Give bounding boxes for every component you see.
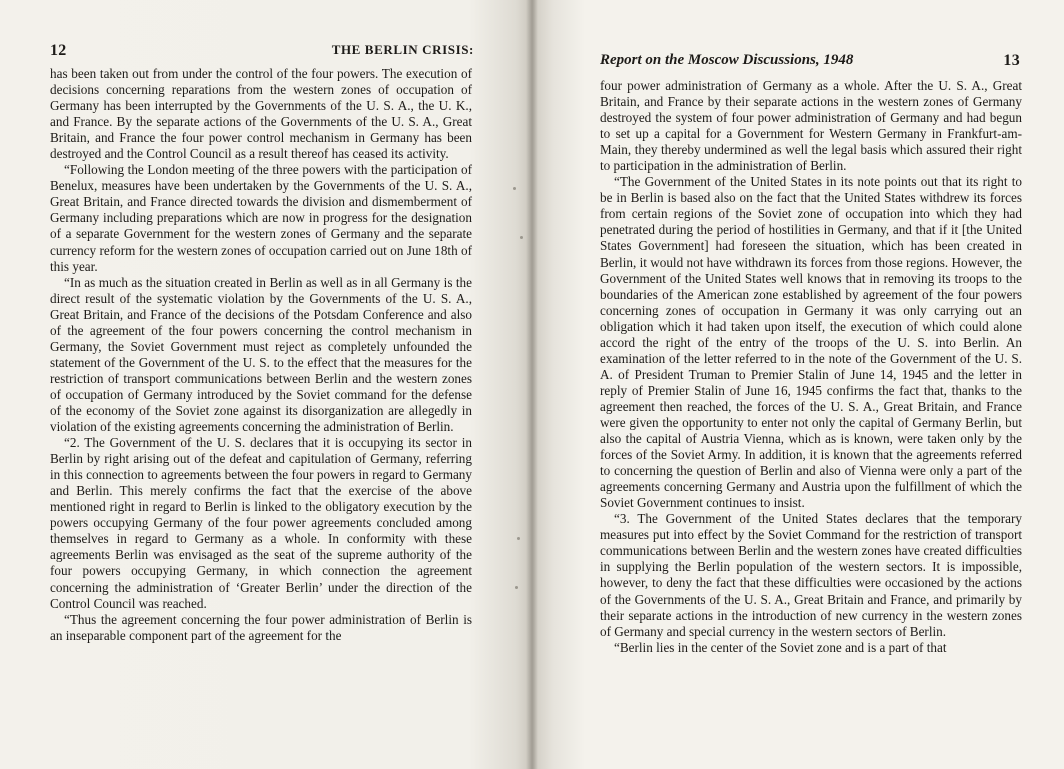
left-paragraph-5: “Thus the agreement concerning the four power administration of Berlin is an inseparable component part of the agreement for the [50, 611, 472, 643]
left-paragraph-1: has been taken out from under the control of the four powers. The execution of decisions concerning reparations from the western zones of occupation of Germany has been interrupted by the Governments of the U. S. A., the U. K., and France. By the separate actions of the Governments of the U. S. A., Great Britain, and France the four power control mechanism in Germany has been destroyed and the Control Council as a result thereof has ceased its activity. [50, 66, 472, 162]
right-paragraph-2: “The Government of the United States in its note points out that its right to be in Berlin is based also on the fact that the United States withdrew its forces from certain regions of the Soviet zone of occupation into which they had penetrated during the period of hostilities in Germany, and that if it [the United States Government] had foreseen the situation, which has been created in Berlin, it would not have withdrawn its forces from those regions. However, the Government of the United States well knows that in removing its troops to the boundaries of the American zone established by agreement of the four powers concerning zones of occupation in Germany it was only carrying out an obligation which it had taken upon itself, the execution of which could alone accord the right of the entry of the troops of the U. S. into Berlin. An examination of the letter referred to in the note of the Government of the U. S. A. of President Truman to Premier Stalin of June 14, 1945 and the letter in reply of Premier Stalin of June 16, 1945 confirms the fact that, thanks to the agreement then reached, the forces of the U. S. A., Great Britain, and France were given the opportunity to enter not only the capital of Germany Berlin, but also the capital of Austria Vienna, which as is known, were taken only by the forces of the Soviet Army. In addition, it is known that the agreements referred to concerning the question of Berlin and also of Vienna were only a part of the agreements concerning Germany and Austria upon the fulfillment of which the Soviet Government continues to insist. [600, 174, 1022, 511]
right-page [532, 0, 1064, 769]
paper-speck [513, 187, 516, 190]
book-gutter [526, 0, 538, 769]
left-paragraph-3: “In as much as the situation created in Berlin as well as in all Germany is the direct result of the systematic violation by the Governments of the U. S. A., Great Britain, and France of the decisions of the Potsdam Conference and also of the agreement of the four powers concerning the control mechanism in Germany, the Soviet Government must reject as completely unfounded the statement of the Government of the U. S. to the effect that the measures for the restriction of transport communications between Berlin and the western zones of occupation of Germany introduced by the Soviet command for the defense of the economy of the Soviet zone against its disorganization are allegedly in violation of the existing agreements concerning the administration of Berlin. [50, 274, 472, 435]
right-page-body [600, 78, 1022, 656]
right-paragraph-1: four power administration of Germany as a whole. After the U. S. A., Great Britain, and France by their separate actions in the western zones of Germany destroyed the system of four power administration of Germany and had begun to set up a capital for a Government for Western Germany in Frankfurt-am-Main, they thereby undermined as well the legal basis which assured their right to participation in the administration of Berlin. [600, 78, 1022, 174]
left-paragraph-4: “2. The Government of the U. S. declares that it is occupying its sector in Berlin by right arising out of the defeat and capitulation of Germany, referring in this connection to agreements between the four powers in regard to Germany and Berlin. This merely confirms the fact that the exercise of the above mentioned right in regard to Berlin is linked to the obligatory execution by the powers occupying Germany of the four power agreements concluded among themselves in regard to Germany as a whole. In conformity with these agreements Berlin was envisaged as the seat of the supreme authority of the four powers occupying Germany, in which connection the agreement concerning the administration of ‘Greater Berlin’ under the direction of the Control Council was reached. [50, 435, 472, 611]
right-paragraph-4: “Berlin lies in the center of the Soviet zone and is a part of that [614, 639, 947, 655]
right-paragraph-3: “3. The Government of the United States declares that the temporary measures put into effect by the Soviet Command for the restriction of transport communications between Berlin and the western zones have created difficulties in supplying the Berlin population of the western sectors. It is impossible, however, to deny the fact that these difficulties were occasioned by the actions of the Governments of the U. S. A., Great Britain and France, and primarily by their separate actions in the introduction of new currency in the western zones of Germany and special currency in the western sectors of Berlin. [600, 511, 1022, 639]
right-page-number: 13 [1003, 52, 1020, 69]
paper-speck [517, 537, 520, 540]
left-page-body [50, 66, 472, 644]
paper-speck [515, 586, 518, 589]
left-paragraph-2: “Following the London meeting of the three powers with the participation of Benelux, measures have been undertaken by the Governments of the U. S. A., Great Britain, and France directed towards the division and dismemberment of Germany including preparations which are now in progress for the designation of a separate Government for the western zones of Germany and the separate currency reform for the western zones of occupation carried out on June 18th of this year. [50, 162, 472, 274]
paper-speck [520, 236, 523, 239]
left-running-head: THE BERLIN CRISIS: [331, 42, 474, 57]
left-page-number: 12 [50, 42, 67, 59]
right-running-head: Report on the Moscow Discussions, 1948 [600, 52, 854, 68]
